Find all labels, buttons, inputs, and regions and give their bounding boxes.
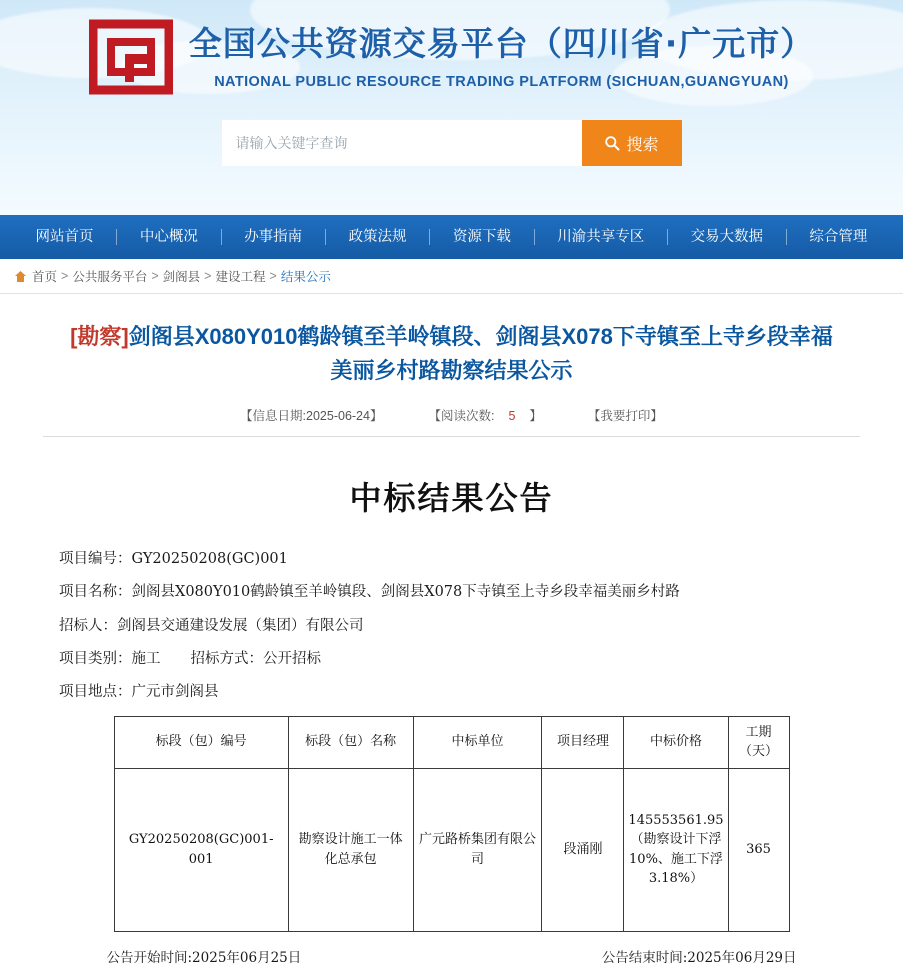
field-project-category [59, 649, 860, 669]
banner-inner [22, 0, 882, 166]
breadcrumb-item-public-service[interactable]: 公共服务平台 [72, 270, 148, 284]
field-label: 项目名称： [59, 584, 132, 601]
field-value: GY20250208(GC)001 [131, 551, 288, 568]
col-header-winning-unit: 中标单位 [413, 716, 542, 768]
home-icon [14, 270, 27, 283]
field-tenderer [59, 616, 860, 636]
field-value: 剑阁县交通建设发展（集团）有限公司 [117, 617, 364, 634]
field-project-number [59, 549, 860, 569]
col-header-bid-price: 中标价格 [624, 716, 728, 768]
nav-separator [429, 229, 430, 245]
breadcrumb-separator: > [61, 269, 69, 283]
page-title-text: 剑阁县X080Y010鹤龄镇至羊岭镇段、剑阁县X078下寺镇至上寺乡段幸福美丽乡村路勘察结果公示 [128, 324, 833, 384]
nav-separator [534, 229, 535, 245]
article-content [43, 294, 860, 966]
page-title-tag: [勘察] [70, 324, 129, 349]
site-title-en: NATIONAL PUBLIC RESOURCE TRADING PLATFORM (SICHUAN,GUANGYUAN) [214, 73, 789, 90]
cell-project-manager: 段涌刚 [542, 768, 624, 931]
announcement-period [107, 946, 797, 966]
nav-item-home[interactable]: 网站首页 [35, 229, 94, 245]
cell-section-name: 勘察设计施工一体化总承包 [288, 768, 413, 931]
article-fields [43, 549, 860, 702]
search-button-label: 搜索 [626, 136, 659, 154]
logo-row [22, 18, 882, 96]
cell-bid-price: 145553561.95（勘察设计下浮10%、施工下浮3.18%） [624, 768, 728, 931]
breadcrumb-separator: > [151, 269, 159, 283]
table-body [114, 768, 789, 931]
main-navigation [0, 215, 903, 259]
field-project-name [59, 582, 860, 602]
nav-list [22, 215, 882, 259]
view-count-number: 5 [508, 409, 516, 424]
field-label: 项目地点： [59, 684, 132, 701]
view-count-suffix: 】 [529, 409, 542, 424]
print-button[interactable]: 【我要打印】 [587, 409, 663, 424]
breadcrumb-item-current: 结果公示 [280, 270, 331, 284]
article-meta [43, 406, 860, 437]
breadcrumb-separator: > [269, 269, 277, 283]
nav-item-chuanyu-zone[interactable]: 川渝共享专区 [557, 229, 645, 245]
breadcrumb-item-home[interactable]: 首页 [32, 270, 58, 284]
nav-separator [325, 229, 326, 245]
nav-item-big-data[interactable]: 交易大数据 [690, 229, 764, 245]
search-input[interactable] [222, 120, 582, 166]
site-banner [0, 0, 903, 215]
search-icon [604, 135, 620, 151]
page-title [43, 320, 860, 388]
breadcrumb-item-jiange-county[interactable]: 剑阁县 [162, 270, 201, 284]
breadcrumb-item-construction[interactable]: 建设工程 [215, 270, 266, 284]
cell-section-number: GY20250208(GC)001-001 [114, 768, 288, 931]
breadcrumb-separator: > [204, 269, 212, 283]
field-value: 剑阁县X080Y010鹤龄镇至羊岭镇段、剑阁县X078下寺镇至上寺乡段幸福美丽乡村路 [131, 584, 680, 601]
field-label: 招标人： [59, 617, 117, 634]
announcement-start: 公告开始时间:2025年06月25日 [106, 949, 302, 966]
announcement-end: 公告结束时间:2025年06月29日 [601, 949, 797, 966]
nav-separator [116, 229, 117, 245]
table-row [114, 768, 789, 931]
cell-winning-unit: 广元路桥集团有限公司 [413, 768, 542, 931]
nav-item-downloads[interactable]: 资源下载 [452, 229, 511, 245]
nav-item-management[interactable]: 综合管理 [809, 229, 868, 245]
breadcrumb [0, 259, 903, 294]
col-header-section-number: 标段（包）编号 [114, 716, 288, 768]
field-value-bid-method: 公开招标 [263, 651, 321, 668]
table-header-row [114, 716, 789, 768]
field-project-location [59, 682, 860, 702]
site-title-block [189, 24, 815, 90]
field-label-bid-method: 招标方式： [190, 651, 263, 668]
info-date: 【信息日期:2025-06-24】 [240, 409, 383, 424]
col-header-section-name: 标段（包）名称 [288, 716, 413, 768]
search-bar [222, 120, 682, 166]
col-header-project-manager: 项目经理 [542, 716, 624, 768]
site-title-cn: 全国公共资源交易平台（四川省·广元市） [188, 24, 815, 64]
nav-item-center-overview[interactable]: 中心概况 [139, 229, 198, 245]
result-table [114, 716, 790, 932]
article-heading: 中标结果公告 [349, 479, 554, 518]
nav-separator [221, 229, 222, 245]
cell-duration: 365 [728, 768, 789, 931]
field-value: 广元市剑阁县 [131, 684, 219, 701]
col-header-duration: 工期（天） [728, 716, 789, 768]
nav-separator [786, 229, 787, 245]
view-count-block [428, 406, 541, 424]
nav-separator [667, 229, 668, 245]
platform-emblem-logo-icon [89, 18, 173, 96]
nav-item-guide[interactable]: 办事指南 [244, 229, 303, 245]
view-count-label: 【阅读次数: [428, 409, 495, 424]
field-label: 项目编号： [59, 551, 132, 568]
field-value: 施工 [131, 651, 161, 668]
search-button[interactable] [582, 120, 682, 166]
field-label: 项目类别： [59, 651, 132, 668]
nav-item-policy[interactable]: 政策法规 [348, 229, 407, 245]
table-header [114, 716, 789, 768]
